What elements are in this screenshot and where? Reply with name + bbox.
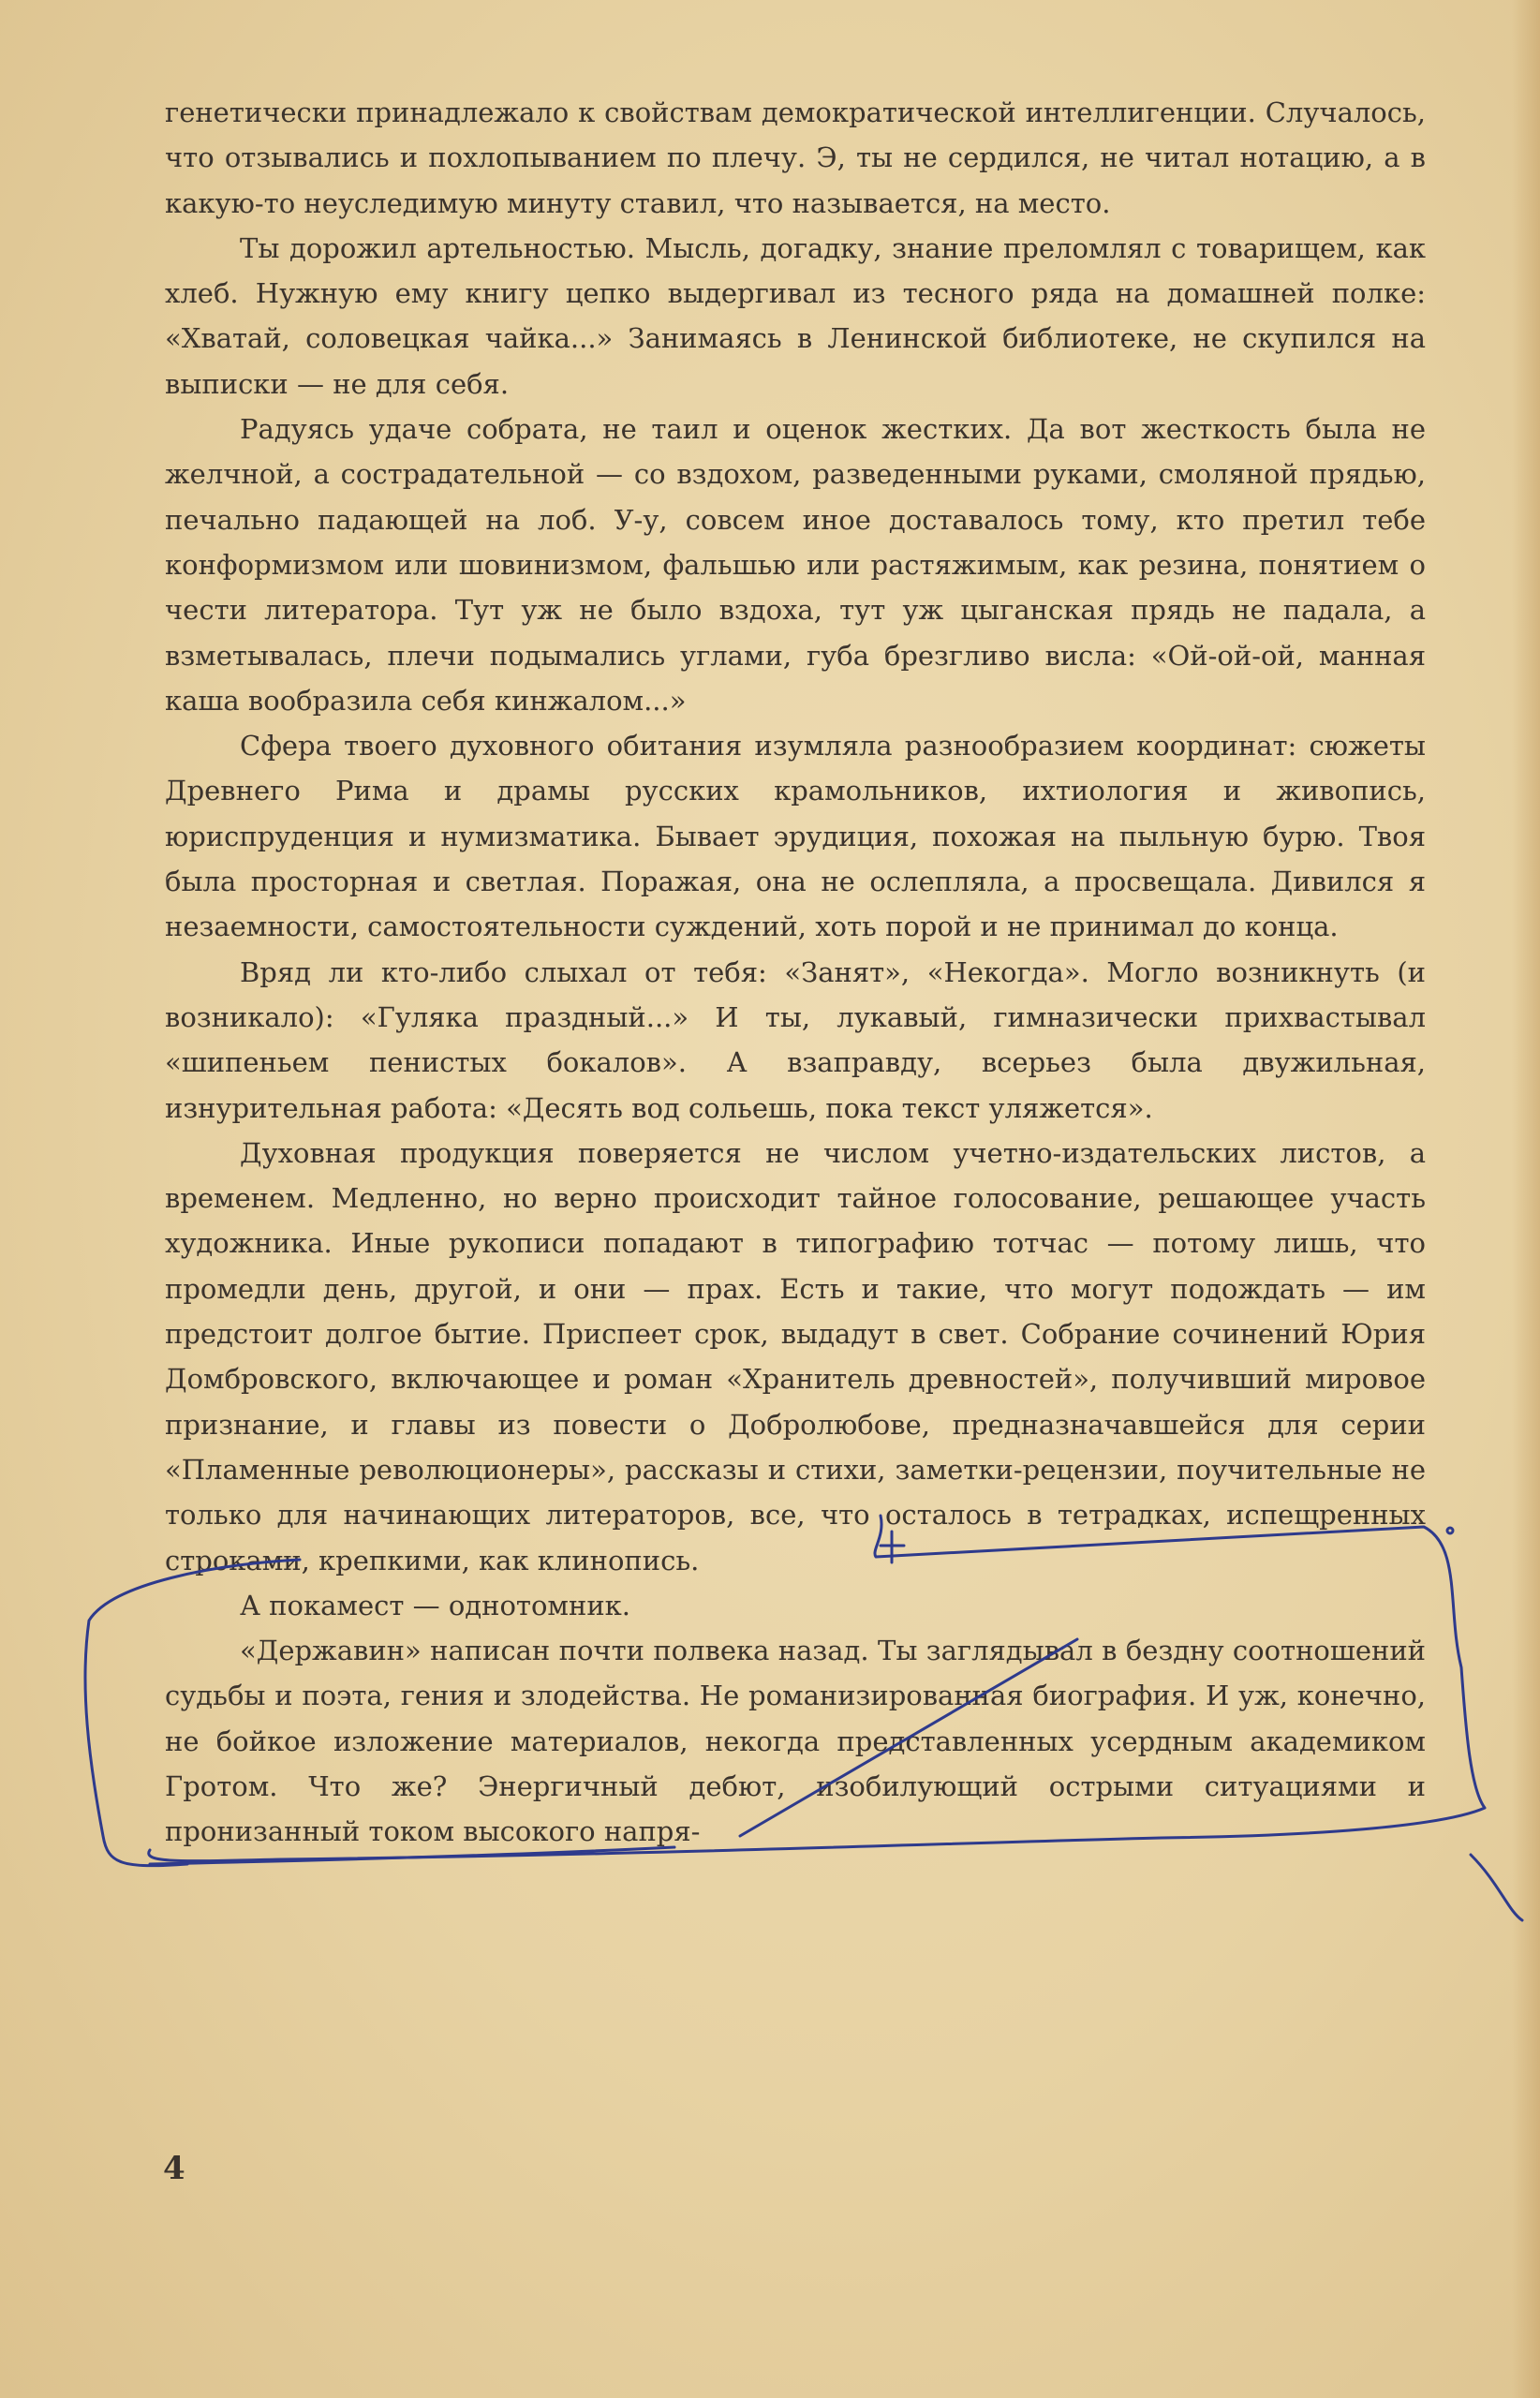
paper-edge-stain bbox=[1512, 0, 1540, 2398]
body-text bbox=[165, 90, 1426, 1855]
paragraph-8: «Державин» написан почти полвека назад. Ты заглядывал в бездну соотношений судьбы и поэта, гения и злодейства. Не романизированная биография. И уж, конечно, не бойкое изложение материалов, некогда представленных усердным академиком Гротом. Что же? Энергичный дебют, изобилующий острыми ситуациями и пронизанный током высокого напря- bbox=[165, 1635, 1426, 1848]
page-number: 4 bbox=[163, 2150, 185, 2187]
paragraph-4: Сфера твоего духовного обитания изумляла разнообразием координат: сюжеты Древнего Рима и драмы русских крамольников, ихтиология и живопись, юриспруденция и нумизматика. Бывает эрудиция, похожая на пыльную бурю. Твоя была просторная и светлая. Поражая, она не ослепляла, а просвещала. Дивился я незаемности, самостоятельности суждений, хоть порой и не принимал до конца. bbox=[165, 730, 1426, 943]
margin-dot bbox=[1447, 1528, 1453, 1533]
paragraph-7: А покамест — однотомник. bbox=[240, 1589, 630, 1621]
paragraph-3: Радуясь удаче собрата, не таил и оценок жестких. Да вот жесткость была не желчной, а сострадательной — со вздохом, разведенными руками, смоляной прядью, печально падающей на лоб. У-у, совсем иное доставалось тому, кто претил тебе конформизмом или шовинизмом, фальшью или растяжимым, как резина, понятием о чести литератора. Тут уж не было вздоха, тут уж цыганская прядь не падала, а взметывалась, плечи подымались углами, губа брезгливо висла: «Ой-ой-ой, манная каша вообразила себя кинжалом...» bbox=[165, 413, 1426, 717]
paragraph-6: Духовная продукция поверяется не числом учетно-издательских листов, а временем. Медленно, но верно происходит тайное голосование, решающее участь художника. Иные рукописи попадают в типографию тотчас — потому лишь, что промедли день, другой, и они — прах. Есть и такие, что могут подождать — им предстоит долгое бытие. Приспеет срок, выдадут в свет. Собрание сочинений Юрия Домбровского, включающее и роман «Хранитель древностей», получивший мировое признание, и главы из повести о Добролюбове, предназначавшейся для серии «Пламенные революционеры», рассказы и стихи, заметки-рецензии, поучительные не только для начинающих литераторов, все, что осталось в тетрадках, испещренных строками, крепкими, как клинопись. bbox=[165, 1136, 1426, 1576]
paragraph-1: генетически принадлежало к свойствам демократической интеллигенции. Случалось, что отзывались и похлопыванием по плечу. Э, ты не сердился, не читал нотацию, а в какую-то неуследимую минуту ставил, что называется, на место. bbox=[165, 96, 1426, 219]
paragraph-5: Вряд ли кто-либо слыхал от тебя: «Занят», «Некогда». Могло возникнуть (и возникало): «Гуляка праздный...» И ты, лукавый, гимназически прихвастывал «шипеньем пенистых бокалов». А взаправду, всерьез была двужильная, изнурительная работа: «Десять вод сольешь, пока текст уляжется». bbox=[165, 955, 1426, 1124]
paragraph-2: Ты дорожил артельностью. Мысль, догадку, знание преломлял с товарищем, как хлеб. Нужную ему книгу цепко выдергивал из тесного ряда на домашней полке: «Хватай, соловецкая чайка...» Занимаясь в Ленинской библиотеке, не скупился на выписки — не для себя. bbox=[165, 231, 1426, 400]
